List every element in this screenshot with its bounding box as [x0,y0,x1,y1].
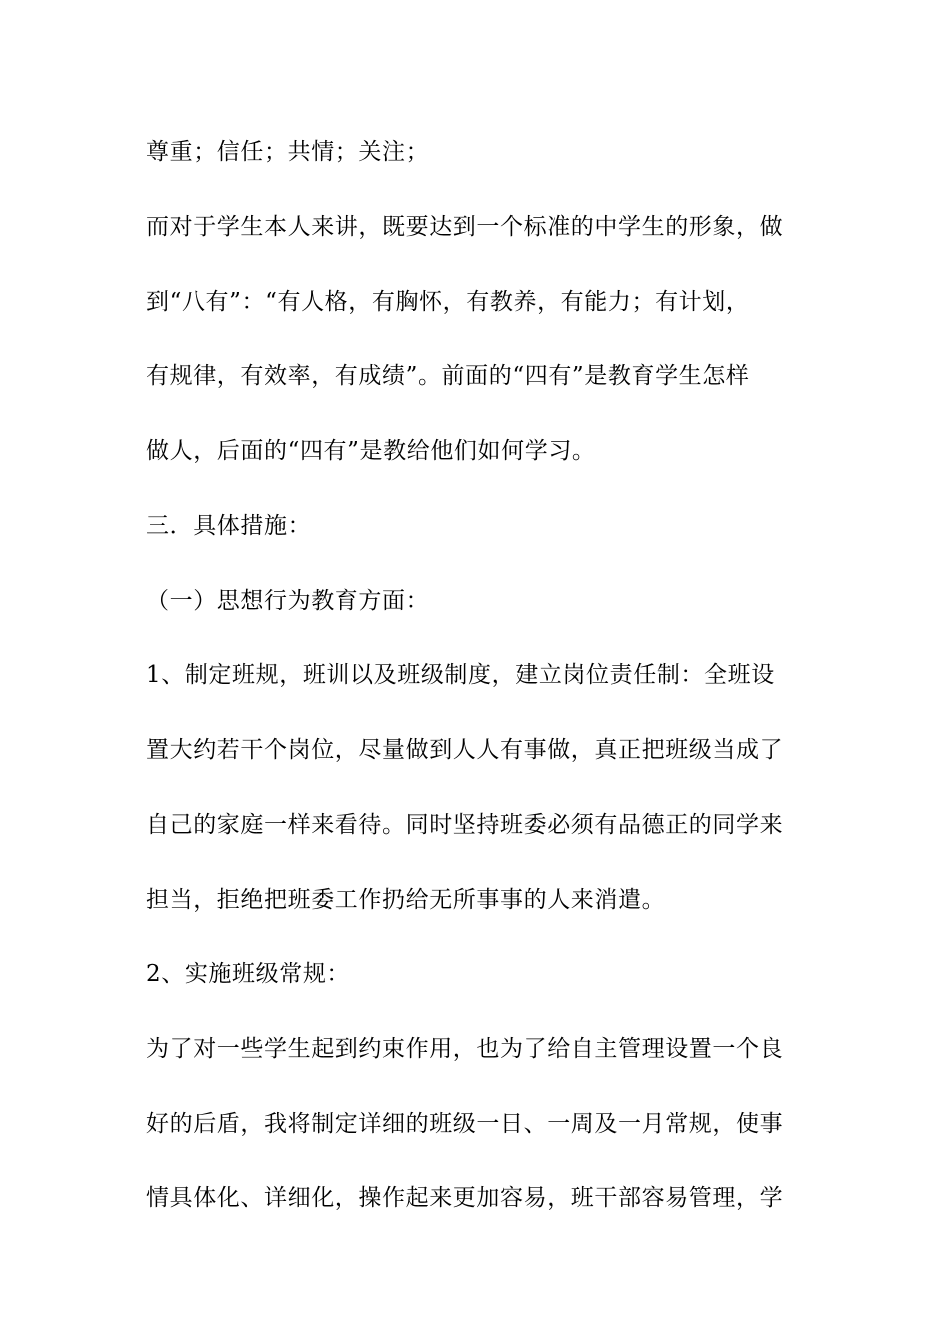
text-line: 置大约若干个岗位，尽量做到人人有事做，真正把班级当成了 [146,737,784,763]
text-line: 而对于学生本人来讲，既要达到一个标准的中学生的形象，做 [146,214,784,240]
text-line: 为了对一些学生起到约束作用，也为了给自主管理设置一个良 [146,1036,784,1062]
text-line: 好的后盾，我将制定详细的班级一日、一周及一月常规，使事 [146,1111,784,1137]
subsection-heading: （一）思想行为教育方面： [146,588,430,614]
text-line: 做人，后面的“四有”是教给他们如何学习。 [146,438,596,464]
text-line: 1、制定班规，班训以及班级制度，建立岗位责任制：全班设 [146,662,775,688]
text-line: 情具体化、详细化，操作起来更加容易，班干部容易管理，学 [146,1185,784,1211]
text-line: 担当，拒绝把班委工作扔给无所事事的人来消遣。 [146,887,666,913]
text-line: 有规律，有效率，有成绩”。前面的“四有”是教育学生怎样 [146,363,750,389]
text-line: 尊重；信任；共情；关注； [146,139,430,165]
section-heading: 三．具体措施： [146,513,312,539]
text-line: 自己的家庭一样来看待。同时坚持班委必须有品德正的同学来 [146,812,784,838]
text-line: 2、实施班级常规： [146,961,351,987]
text-line: 到“八有”：“有人格，有胸怀，有教养，有能力；有计划， [146,289,750,315]
